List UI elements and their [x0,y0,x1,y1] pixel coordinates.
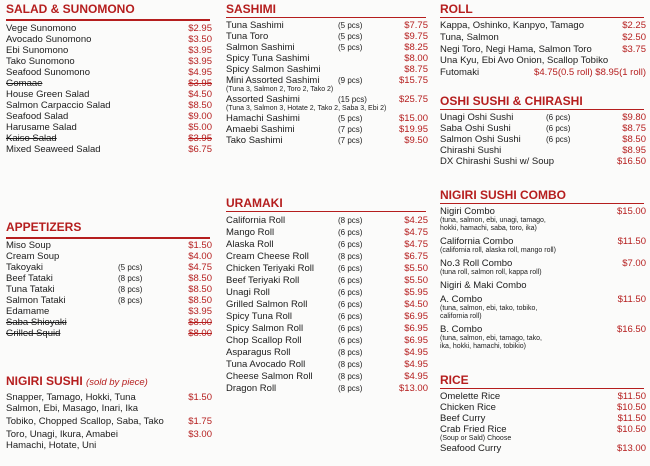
item-name: Seafood Sunomono [6,67,90,78]
item-name: Beef Curry [440,413,486,424]
menu-item [222,113,430,124]
item-name: Cream Cheese Roll [226,251,309,262]
item-price: $16.50 [616,156,646,167]
item-name: Beef Teriyaki Roll [226,275,300,286]
item-price: $4.75 [404,239,428,250]
menu-item [436,413,648,424]
menu-item [2,284,214,295]
item-name: Futomaki [440,67,480,78]
menu-item [222,53,430,64]
menu-item [436,402,648,413]
menu-item [436,258,648,277]
item-quantity: (8 pcs) [118,296,143,305]
item-quantity: (6 pcs) [338,264,363,273]
item-quantity: (6 pcs) [338,324,363,333]
item-name: Grilled Salmon Roll [226,299,308,310]
section-divider [226,211,426,212]
item-name: Mixed Seaweed Salad [6,144,101,155]
oshi-section [436,94,648,167]
item-description: (Tuna 3, Salmon 3, Hotate 2, Tako 2, Saba 3, Ebi 2) [226,105,387,112]
item-price: $4.75 [404,227,428,238]
combo-section [436,188,648,350]
menu-item [222,347,430,358]
menu-item [436,443,648,454]
menu-item [2,306,214,317]
item-quantity: (8 pcs) [118,274,143,283]
item-price: $25.75 [398,94,428,105]
item-name: Omelette Rice [440,391,501,402]
menu-item [2,23,214,34]
item-name: Saba Oshi Sushi [440,123,511,134]
item-price: $1.50 [188,240,212,251]
item-price: $3.95 [188,56,212,67]
menu-item [222,239,430,250]
item-name: Assorted Sashimi [226,94,300,105]
menu-item [436,20,648,31]
menu-item [2,111,214,122]
menu-item [222,42,430,53]
item-name: Tuna Sashimi [226,20,284,31]
item-price: $4.00 [188,251,212,262]
menu-item [222,299,430,310]
item-name: House Green Salad [6,89,90,100]
item-name: B. Combo [440,324,483,335]
item-name: Asparagus Roll [226,347,291,358]
item-price: $10.50 [616,402,646,413]
menu-item [2,78,214,89]
section-title: NIGIRI SUSHI COMBO [440,188,567,202]
item-price: $11.50 [617,391,646,402]
item-name: Tuna Avocado Roll [226,359,306,370]
item-price: $4.75(0.5 roll) $8.95(1 roll) [534,67,646,78]
section-divider [440,17,644,18]
item-name: Salmon Carpaccio Salad [6,100,111,111]
menu-item [222,31,430,42]
section-divider [6,19,210,21]
item-name: No.3 Roll Combo [440,258,513,269]
menu-item [2,67,214,78]
item-name: Chop Scallop Roll [226,335,302,346]
item-price: $3.95 [188,133,212,144]
item-price: $1.75 [188,416,212,427]
roll-section [436,2,648,78]
item-name: Snapper, Tamago, Hokki, Tuna [6,392,136,403]
item-description: (Tuna 3, Salmon 2, Toro 2, Tako 2) [226,86,334,93]
item-description: (tuna, salmon, ebi, unagi, tamago, [440,217,546,224]
item-name: DX Chirashi Sushi w/ Soup [440,156,555,167]
item-price: $3.50 [188,34,212,45]
section-divider [440,109,644,110]
menu-item [2,416,214,427]
item-name: Kaiso Salad [6,133,57,144]
menu-item [2,429,214,451]
item-quantity: (5 pcs) [118,263,143,272]
item-name: Hamachi Sashimi [226,113,300,124]
section-divider [440,203,644,204]
item-name: Seafood Curry [440,443,502,454]
item-name: Seafood Salad [6,111,69,122]
item-quantity: (8 pcs) [338,348,363,357]
menu-item [2,133,214,144]
salad-section [2,2,214,155]
menu-item [2,295,214,306]
section-divider [226,17,426,18]
item-price: $7.00 [622,258,646,269]
item-price: $11.50 [617,413,646,424]
menu-item [436,294,648,321]
menu-item [222,287,430,298]
item-price: $13.00 [398,383,428,394]
menu-item [436,123,648,134]
menu-item [436,280,648,291]
item-quantity: (7 pcs) [338,136,363,145]
item-price: $6.75 [188,144,212,155]
item-price: $4.50 [404,299,428,310]
item-name: Harusame Salad [6,122,77,133]
menu-item [2,328,214,339]
item-name: Ebi Sunomono [6,45,69,56]
item-price: $8.95 [622,145,646,156]
item-price: $8.50 [188,295,212,306]
item-price: $6.95 [404,335,428,346]
item-description: (tuna, salmon, ebi, tamago, tako, [440,335,542,342]
item-price: $4.95 [404,359,428,370]
item-name: Tuna Toro [226,31,269,42]
item-price: $8.00 [404,53,428,64]
menu-item [2,34,214,45]
item-list [222,215,430,395]
item-name: Salmon Tataki [6,295,66,306]
menu-item [436,206,648,233]
item-quantity: (5 pcs) [338,21,363,30]
item-price: $4.25 [404,215,428,226]
menu-item [222,227,430,238]
item-quantity: (9 pcs) [338,76,363,85]
item-name: Crab Fried Rice [440,424,507,435]
item-name: Negi Toro, Negi Hama, Salmon Toro [440,44,592,55]
item-price: $8.00 [188,328,212,339]
item-quantity: (6 pcs) [338,276,363,285]
item-price: $2.50 [622,32,646,43]
menu-item [2,251,214,262]
menu-item [436,424,648,443]
menu-item [2,317,214,328]
section-title: OSHI SUSHI & CHIRASHI [440,94,583,108]
item-price: $4.95 [404,347,428,358]
item-quantity: (6 pcs) [546,124,571,133]
section-divider [440,388,644,389]
section-title: NIGIRI SUSHI [6,374,83,388]
menu-item [436,67,648,78]
item-quantity: (6 pcs) [338,228,363,237]
item-price: $5.50 [404,275,428,286]
appetizers-section [2,220,214,339]
item-price: $6.75 [404,251,428,262]
item-name: Edamame [6,306,50,317]
menu-item [222,215,430,226]
item-quantity: (15 pcs) [338,95,367,104]
item-description-continued: ika, hokki, hamachi, tobikio) [440,343,526,350]
item-list [2,392,214,453]
item-price: $5.00 [188,122,212,133]
item-price: $3.95 [188,306,212,317]
item-price: $8.75 [404,64,428,75]
item-description: (Soup or Sald) Choose [440,435,512,442]
item-name: Beef Tataki [6,273,53,284]
item-price: $9.50 [404,135,428,146]
item-price: $16.50 [616,324,646,335]
item-name: Chicken Teriyaki Roll [226,263,314,274]
menu-item [436,145,648,156]
section-title: SALAD & SUNOMONO [6,2,135,16]
item-price: $11.50 [617,236,646,247]
item-name-continued: Hamachi, Hotate, Uni [6,440,97,451]
menu-item [222,383,430,394]
item-price: $4.50 [188,89,212,100]
menu-item [222,311,430,322]
item-quantity: (8 pcs) [338,216,363,225]
item-quantity: (5 pcs) [338,43,363,52]
item-description-continued: california roll) [440,313,482,320]
item-name: Nigiri & Maki Combo [440,280,527,291]
section-note: (sold by piece) [86,377,148,388]
item-list [436,20,648,79]
item-price: $15.00 [616,206,646,217]
item-price: $3.95 [188,78,212,89]
item-description: (tuna, salmon, ebi, tako, tobiko, [440,305,538,312]
menu-item [2,56,214,67]
item-price: $8.50 [188,284,212,295]
item-quantity: (5 pcs) [338,32,363,41]
menu-item [2,392,214,414]
item-name: Spicy Salmon Sashimi [226,64,321,75]
item-name: Tuna, Salmon [440,32,499,43]
item-list [2,23,214,155]
item-name: Kappa, Oshinko, Kanpyo, Tamago [440,20,585,31]
item-price: $1.50 [188,392,212,403]
menu-item [222,94,430,113]
section-divider [6,237,210,239]
item-price: $9.00 [188,111,212,122]
item-name: California Combo [440,236,514,247]
rice-section [436,373,648,454]
item-quantity: (6 pcs) [338,288,363,297]
item-quantity: (5 pcs) [338,114,363,123]
menu-item [436,324,648,351]
item-quantity: (8 pcs) [338,372,363,381]
section-title: URAMAKI [226,196,283,210]
uramaki-section [222,196,430,394]
item-quantity: (8 pcs) [338,252,363,261]
item-list [436,206,648,354]
menu-item [222,64,430,75]
menu-item [436,134,648,145]
item-name: Grilled Squid [6,328,61,339]
item-name: Tobiko, Chopped Scallop, Saba, Tako [6,416,164,427]
item-price: $4.75 [188,262,212,273]
item-name: Avocado Sunomono [6,34,92,45]
menu-item [222,323,430,334]
menu-item [2,240,214,251]
item-name: Unagi Roll [226,287,270,298]
menu-item [436,156,648,167]
item-description: (california roll, alaska roll, mango roll) [440,247,556,254]
item-quantity: (6 pcs) [338,312,363,321]
item-name: Tuna Tataki [6,284,55,295]
item-name: Toro, Unagi, Ikura, Amabei [6,429,118,440]
item-description: (tuna roll, salmon roll, kappa roll) [440,269,542,276]
item-price: $8.25 [404,42,428,53]
item-price: $5.50 [404,263,428,274]
item-price: $7.75 [404,20,428,31]
item-name: Vege Sunomono [6,23,77,34]
item-name: Gomaae [6,78,43,89]
item-list [222,20,430,146]
item-name: Spicy Salmon Roll [226,323,304,334]
item-name: California Roll [226,215,286,226]
sashimi-section [222,2,430,146]
item-price: $2.25 [622,20,646,31]
item-quantity: (6 pcs) [546,135,571,144]
item-quantity: (6 pcs) [338,336,363,345]
item-price: $8.75 [622,123,646,134]
section-header [2,374,214,388]
menu-item [436,32,648,43]
item-name: Spicy Tuna Roll [226,311,293,322]
item-price: $15.00 [398,113,428,124]
menu-item [436,391,648,402]
item-quantity: (6 pcs) [338,240,363,249]
menu-item [222,335,430,346]
item-name: A. Combo [440,294,483,305]
menu-item [222,371,430,382]
item-name: Alaska Roll [226,239,274,250]
item-price: $19.95 [398,124,428,135]
item-name: Dragon Roll [226,383,277,394]
menu-item [436,236,648,255]
item-price: $4.95 [404,371,428,382]
item-price: $6.95 [404,323,428,334]
item-name: Amaebi Sashimi [226,124,295,135]
item-name: Chicken Rice [440,402,496,413]
item-name: Cream Soup [6,251,60,262]
item-price: $3.00 [188,429,212,440]
item-name-continued: Una Kyu, Ebi Avo Onion, Scallop Tobiko [440,55,609,66]
item-price: $3.75 [622,44,646,55]
item-quantity: (8 pcs) [118,285,143,294]
nigiri-section [2,374,214,451]
item-name: Miso Soup [6,240,51,251]
section-title: RICE [440,373,469,387]
menu-item [222,124,430,135]
item-price: $9.75 [404,31,428,42]
menu-item [2,45,214,56]
menu-item [222,263,430,274]
item-description-continued: hokki, hamachi, saba, toro, ika) [440,225,537,232]
item-name: Nigiri Combo [440,206,495,217]
item-quantity: (6 pcs) [338,300,363,309]
item-price: $8.50 [188,100,212,111]
item-name: Chirashi Sushi [440,145,502,156]
item-price: $5.95 [404,287,428,298]
item-quantity: (8 pcs) [338,360,363,369]
item-price: $13.00 [616,443,646,454]
item-price: $11.50 [617,294,646,305]
item-name: Spicy Tuna Sashimi [226,53,310,64]
item-price: $8.50 [188,273,212,284]
item-price: $6.95 [404,311,428,322]
section-title: SASHIMI [226,2,277,16]
menu-item [2,144,214,155]
item-name: Tako Sashimi [226,135,283,146]
item-name: Saba Shioyaki [6,317,67,328]
menu-item [222,135,430,146]
menu-item [2,100,214,111]
menu-item [222,251,430,262]
item-list [436,112,648,167]
menu-item [222,75,430,94]
menu-item [2,89,214,100]
menu-item [222,359,430,370]
item-name: Mango Roll [226,227,275,238]
item-name: Takoyaki [6,262,43,273]
item-price: $4.95 [188,67,212,78]
menu-item [222,20,430,31]
item-quantity: (8 pcs) [338,384,363,393]
item-name: Mini Assorted Sashimi [226,75,320,86]
item-price: $2.95 [188,23,212,34]
section-title: APPETIZERS [6,220,82,234]
menu-item [2,122,214,133]
item-price: $10.50 [616,424,646,435]
item-price: $15.75 [398,75,428,86]
item-name: Tako Sunomono [6,56,75,67]
menu-item [2,262,214,273]
item-price: $9.80 [622,112,646,123]
item-price: $3.95 [188,45,212,56]
item-quantity: (6 pcs) [546,113,571,122]
item-name-continued: Salmon, Ebi, Masago, Inari, Ika [6,403,139,414]
menu-item [222,275,430,286]
menu-item [436,44,648,66]
item-price: $8.00 [188,317,212,328]
item-name: Salmon Sashimi [226,42,295,53]
item-list [436,391,648,454]
item-name: Salmon Oshi Sushi [440,134,521,145]
section-title: ROLL [440,2,473,16]
item-list [2,240,214,339]
item-quantity: (7 pcs) [338,125,363,134]
item-name: Cheese Salmon Roll [226,371,313,382]
item-name: Unagi Oshi Sushi [440,112,514,123]
menu-item [2,273,214,284]
menu-item [436,112,648,123]
item-price: $8.50 [622,134,646,145]
